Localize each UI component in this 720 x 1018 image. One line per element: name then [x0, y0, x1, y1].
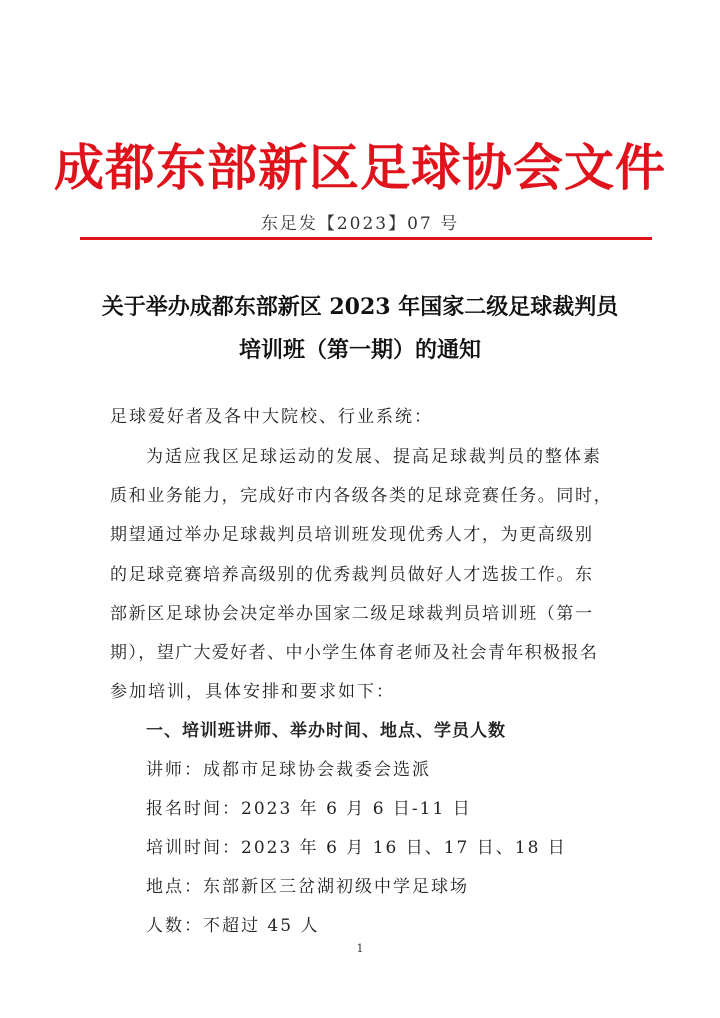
subject-title-line-2: 培训班（第一期）的通知	[238, 337, 481, 363]
paragraph-line: 期），望广大爱好者、中小学生体育老师及社会青年积极报名	[110, 643, 599, 663]
red-divider-line	[80, 237, 652, 240]
training-time-line: 培训时间：2023 年 6 月 16 日、17 日、18 日	[146, 838, 567, 858]
paragraph-line: 期望通过举办足球裁判员培训班发现优秀人才，为更高级别	[110, 525, 594, 545]
paragraph-line: 部新区足球协会决定举办国家二级足球裁判员培训班（第一	[110, 604, 594, 624]
paragraph-line: 参加培训，具体安排和要求如下：	[110, 682, 395, 702]
org-file-title: 成都东部新区足球协会文件	[54, 138, 666, 197]
page-number: 1	[356, 942, 364, 955]
subject-title-line-1: 关于举办成都东部新区 2023 年国家二级足球裁判员	[101, 294, 619, 320]
paragraph-line: 质和业务能力，完成好市内各级各类的足球竞赛任务。同时，	[110, 486, 613, 506]
location-line: 地点：东部新区三岔湖初级中学足球场	[146, 877, 469, 897]
registration-time-line: 报名时间：2023 年 6 月 6 日-11 日	[146, 799, 472, 819]
paragraph-line: 为适应我区足球运动的发展、提高足球裁判员的整体素	[146, 447, 602, 467]
headcount-line: 人数：不超过 45 人	[146, 916, 320, 936]
document-number: 东足发【2023】07 号	[260, 214, 460, 234]
section-1-heading: 一、培训班讲师、举办时间、地点、学员人数	[146, 721, 506, 741]
lecturer-line: 讲师：成都市足球协会裁委会选派	[146, 760, 431, 780]
paragraph-line: 的足球竞赛培养高级别的优秀裁判员做好人才选拔工作。东	[110, 565, 594, 585]
salutation: 足球爱好者及各中大院校、行业系统：	[110, 407, 433, 427]
